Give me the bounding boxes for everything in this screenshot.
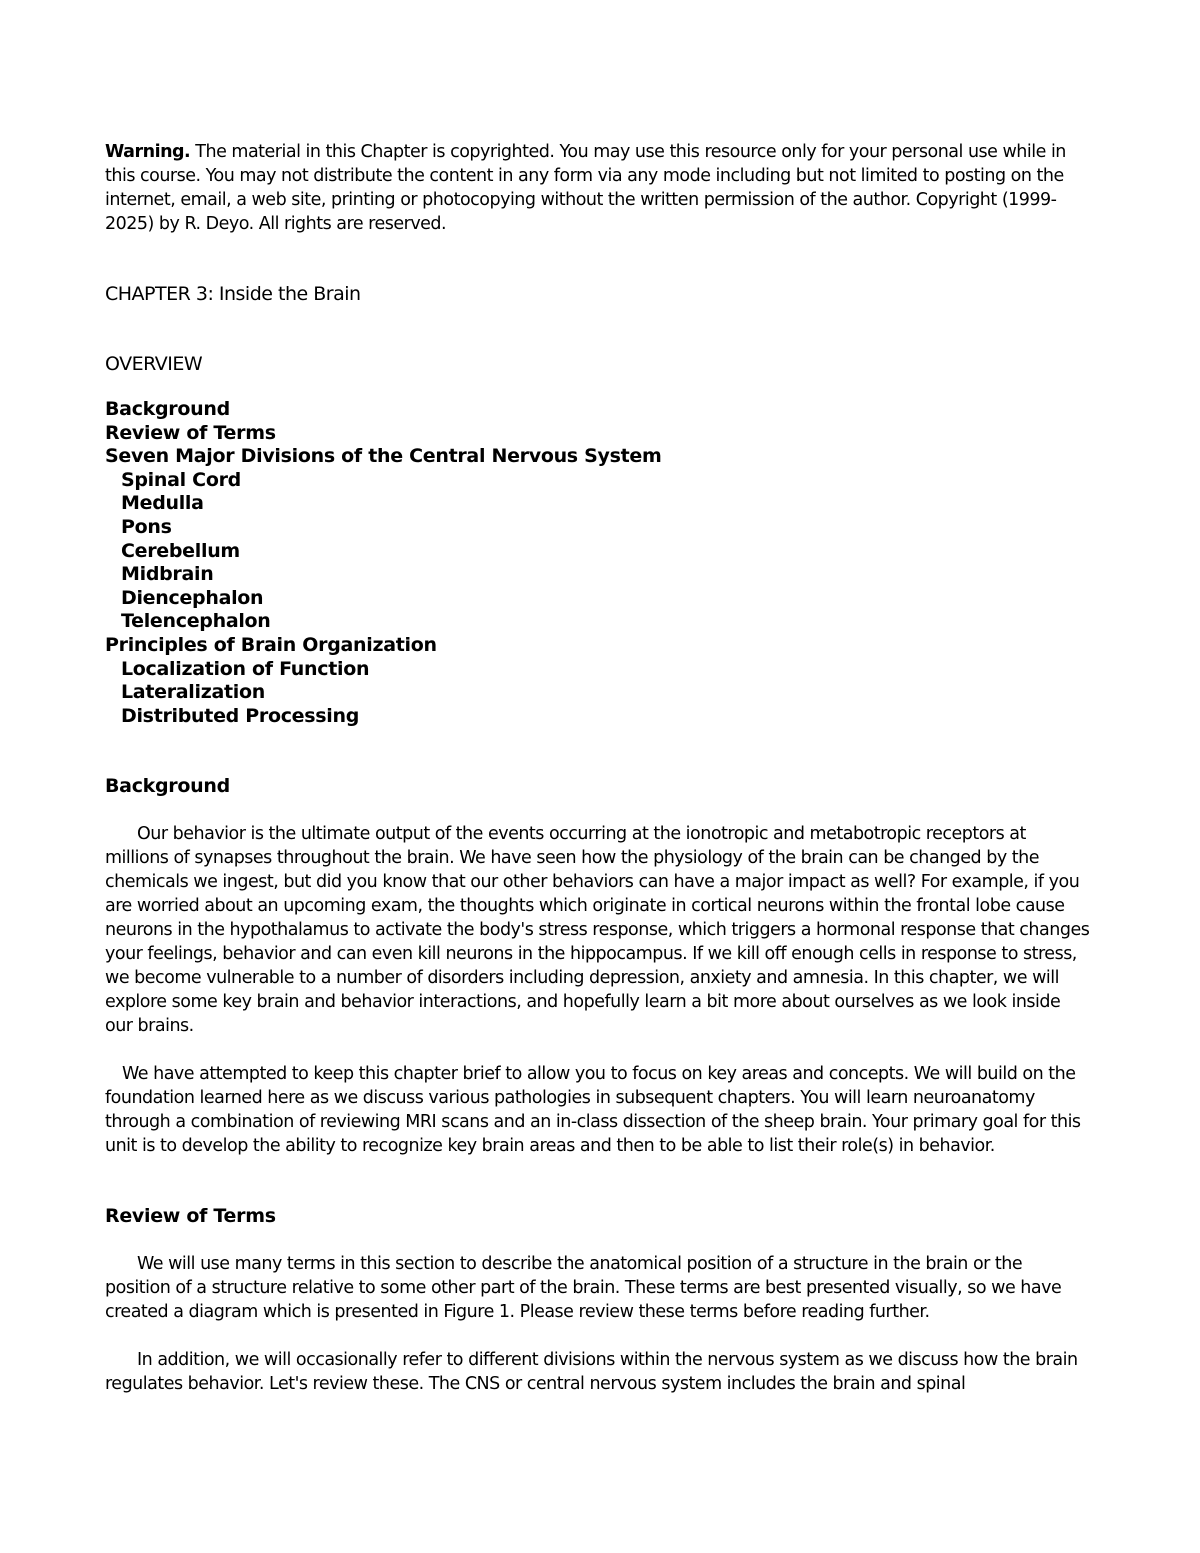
outline-subitem: Spinal Cord — [121, 468, 241, 491]
spacer — [105, 236, 1090, 282]
spacer — [105, 798, 1090, 822]
outline-subitem: Distributed Processing — [121, 704, 360, 727]
outline-item: Background — [105, 398, 230, 420]
outline-subitem: Telencephalon — [121, 610, 271, 633]
outline-item: Principles of Brain Organization — [105, 633, 437, 656]
outline-subitem: Localization of Function — [121, 657, 370, 680]
spacer — [105, 376, 1090, 398]
overview-outline — [105, 398, 1090, 728]
outline-subitem: Medulla — [121, 492, 204, 515]
spacer — [105, 1038, 1090, 1062]
spacer — [105, 1228, 1090, 1252]
spacer — [105, 306, 1090, 352]
review-paragraph: In addition, we will occasionally refer to different divisions within the nervous system as we discuss how the brain regulates behavior. Let's review these. The CNS or central nervous system includes the brain and spinal — [105, 1350, 1078, 1395]
section-heading-review-of-terms: Review of Terms — [105, 1205, 276, 1228]
section-heading-background: Background — [105, 775, 230, 798]
outline-subitem: Cerebellum — [121, 539, 240, 562]
outline-subitem: Diencephalon — [121, 586, 264, 609]
overview-heading: OVERVIEW — [105, 353, 203, 375]
warning-label: Warning. — [105, 142, 191, 162]
copyright-warning — [105, 140, 1090, 236]
spacer — [105, 1158, 1090, 1204]
warning-text: The material in this Chapter is copyrighted. You may use this resource only for your personal use while in this course. You may not distribute the content in any form via any mode including but not limited to posting on the internet, email, a web site, printing or photocopying without the written permission of the author. Copyright (1999-2025) by R. Deyo. All rights are reserved. — [105, 142, 1066, 234]
outline-subitem: Lateralization — [121, 681, 265, 704]
background-paragraph: We have attempted to keep this chapter brief to allow you to focus on key areas and concepts. We will build on the foundation learned here as we discuss various pathologies in subsequent chapters. You will learn neuroanatomy through a combination of reviewing MRI scans and an in-class dissection of the sheep brain. Your primary goal for this unit is to develop the ability to recognize key brain areas and then to be able to list their role(s) in behavior. — [105, 1064, 1081, 1157]
outline-item: Seven Major Divisions of the Central Nervous System — [105, 445, 662, 468]
spacer — [105, 728, 1090, 774]
chapter-title: CHAPTER 3: Inside the Brain — [105, 283, 361, 305]
background-paragraph: Our behavior is the ultimate output of the events occurring at the ionotropic and metabotropic receptors at millions of synapses throughout the brain. We have seen how the physiology of the brain can be changed by the chemicals we ingest, but did you know that our other behaviors can have a major impact as well? For example, if you are worried about an upcoming exam, the thoughts which originate in cortical neurons within the frontal lobe cause neurons in the hypothalamus to activate the body's stress response, which triggers a hormonal response that changes your feelings, behavior and can even kill neurons in the hippocampus. If we kill off enough cells in response to stress, we become vulnerable to a number of disorders including depression, anxiety and amnesia. In this chapter, we will explore some key brain and behavior interactions, and hopefully learn a bit more about ourselves as we look inside our brains. — [105, 824, 1090, 1037]
outline-item: Review of Terms — [105, 421, 276, 444]
outline-subitem: Pons — [121, 515, 172, 538]
spacer — [105, 1324, 1090, 1348]
review-paragraph: We will use many terms in this section to describe the anatomical position of a structure in the brain or the position of a structure relative to some other part of the brain. These terms are best presented visually, so we have created a diagram which is presented in Figure 1. Please review these terms before reading further. — [105, 1254, 1062, 1323]
document-page — [105, 140, 1090, 1396]
outline-subitem: Midbrain — [121, 563, 214, 586]
